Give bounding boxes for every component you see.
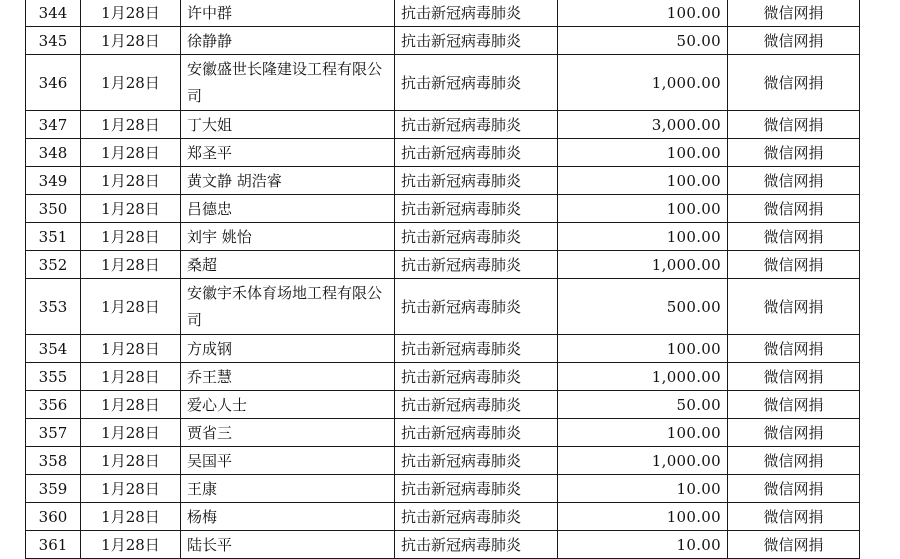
cell-donor-name: 安徽盛世长隆建设工程有限公司 [181,55,395,111]
cell-amount: 10.00 [558,531,728,559]
cell-date: 1月28日 [81,55,181,111]
cell-purpose: 抗击新冠病毒肺炎 [395,279,558,335]
cell-method: 微信网捐 [728,111,860,139]
cell-serial-number: 353 [26,279,81,335]
cell-date: 1月28日 [81,139,181,167]
cell-amount: 10.00 [558,475,728,503]
cell-amount: 100.00 [558,419,728,447]
cell-date: 1月28日 [81,419,181,447]
cell-serial-number: 345 [26,27,81,55]
cell-amount: 1,000.00 [558,251,728,279]
cell-date: 1月28日 [81,251,181,279]
cell-serial-number: 361 [26,531,81,559]
cell-method: 微信网捐 [728,139,860,167]
cell-purpose: 抗击新冠病毒肺炎 [395,111,558,139]
cell-donor-name: 吴国平 [181,447,395,475]
cell-purpose: 抗击新冠病毒肺炎 [395,55,558,111]
table-row [26,531,860,559]
cell-donor-name: 王康 [181,475,395,503]
cell-amount: 100.00 [558,0,728,27]
cell-date: 1月28日 [81,279,181,335]
cell-serial-number: 348 [26,139,81,167]
cell-date: 1月28日 [81,223,181,251]
table-row [26,335,860,363]
cell-donor-name: 许中群 [181,0,395,27]
cell-amount: 100.00 [558,335,728,363]
cell-serial-number: 346 [26,55,81,111]
cell-purpose: 抗击新冠病毒肺炎 [395,223,558,251]
cell-purpose: 抗击新冠病毒肺炎 [395,139,558,167]
cell-purpose: 抗击新冠病毒肺炎 [395,503,558,531]
cell-method: 微信网捐 [728,531,860,559]
cell-serial-number: 349 [26,167,81,195]
cell-amount: 50.00 [558,391,728,419]
cell-serial-number: 350 [26,195,81,223]
cell-donor-name: 郑圣平 [181,139,395,167]
cell-donor-name: 方成钢 [181,335,395,363]
table-row [26,167,860,195]
table-row [26,475,860,503]
cell-date: 1月28日 [81,475,181,503]
cell-serial-number: 351 [26,223,81,251]
cell-purpose: 抗击新冠病毒肺炎 [395,391,558,419]
cell-serial-number: 347 [26,111,81,139]
cell-amount: 1,000.00 [558,55,728,111]
cell-date: 1月28日 [81,0,181,27]
cell-purpose: 抗击新冠病毒肺炎 [395,531,558,559]
cell-amount: 1,000.00 [558,363,728,391]
cell-serial-number: 356 [26,391,81,419]
cell-serial-number: 352 [26,251,81,279]
cell-donor-name: 陆长平 [181,531,395,559]
cell-purpose: 抗击新冠病毒肺炎 [395,447,558,475]
cell-serial-number: 360 [26,503,81,531]
table-row [26,363,860,391]
cell-method: 微信网捐 [728,475,860,503]
donation-table [25,0,860,559]
table-row [26,55,860,111]
cell-serial-number: 344 [26,0,81,27]
table-row [26,139,860,167]
cell-amount: 1,000.00 [558,447,728,475]
cell-amount: 100.00 [558,167,728,195]
table-row [26,419,860,447]
cell-method: 微信网捐 [728,27,860,55]
cell-donor-name: 乔王慧 [181,363,395,391]
cell-donor-name: 黄文静 胡浩睿 [181,167,395,195]
table-row [26,195,860,223]
cell-donor-name: 吕德忠 [181,195,395,223]
cell-amount: 100.00 [558,139,728,167]
cell-purpose: 抗击新冠病毒肺炎 [395,0,558,27]
cell-serial-number: 355 [26,363,81,391]
cell-date: 1月28日 [81,335,181,363]
cell-purpose: 抗击新冠病毒肺炎 [395,27,558,55]
cell-method: 微信网捐 [728,335,860,363]
cell-serial-number: 359 [26,475,81,503]
donation-table-body [26,0,860,559]
cell-method: 微信网捐 [728,167,860,195]
cell-amount: 50.00 [558,27,728,55]
cell-purpose: 抗击新冠病毒肺炎 [395,363,558,391]
cell-method: 微信网捐 [728,363,860,391]
cell-donor-name: 徐静静 [181,27,395,55]
cell-donor-name: 丁大姐 [181,111,395,139]
table-row [26,27,860,55]
table-row [26,251,860,279]
table-row [26,279,860,335]
cell-donor-name: 贾省三 [181,419,395,447]
cell-method: 微信网捐 [728,279,860,335]
cell-purpose: 抗击新冠病毒肺炎 [395,195,558,223]
cell-method: 微信网捐 [728,391,860,419]
cell-method: 微信网捐 [728,419,860,447]
table-row [26,447,860,475]
table-row [26,223,860,251]
cell-purpose: 抗击新冠病毒肺炎 [395,167,558,195]
cell-purpose: 抗击新冠病毒肺炎 [395,335,558,363]
cell-date: 1月28日 [81,167,181,195]
table-row [26,111,860,139]
cell-purpose: 抗击新冠病毒肺炎 [395,419,558,447]
cell-date: 1月28日 [81,503,181,531]
cell-method: 微信网捐 [728,55,860,111]
cell-method: 微信网捐 [728,223,860,251]
cell-purpose: 抗击新冠病毒肺炎 [395,475,558,503]
cell-donor-name: 刘宇 姚怡 [181,223,395,251]
table-row [26,0,860,27]
cell-purpose: 抗击新冠病毒肺炎 [395,251,558,279]
cell-date: 1月28日 [81,363,181,391]
cell-serial-number: 358 [26,447,81,475]
cell-amount: 500.00 [558,279,728,335]
table-row [26,503,860,531]
cell-amount: 100.00 [558,503,728,531]
cell-donor-name: 杨梅 [181,503,395,531]
cell-method: 微信网捐 [728,447,860,475]
cell-amount: 100.00 [558,223,728,251]
cell-method: 微信网捐 [728,0,860,27]
cell-amount: 3,000.00 [558,111,728,139]
cell-donor-name: 桑超 [181,251,395,279]
cell-method: 微信网捐 [728,195,860,223]
cell-date: 1月28日 [81,27,181,55]
cell-date: 1月28日 [81,531,181,559]
cell-serial-number: 354 [26,335,81,363]
cell-date: 1月28日 [81,195,181,223]
cell-date: 1月28日 [81,391,181,419]
cell-donor-name: 安徽宇禾体育场地工程有限公司 [181,279,395,335]
table-row [26,391,860,419]
cell-date: 1月28日 [81,111,181,139]
cell-serial-number: 357 [26,419,81,447]
cell-method: 微信网捐 [728,503,860,531]
cell-donor-name: 爱心人士 [181,391,395,419]
cell-date: 1月28日 [81,447,181,475]
cell-amount: 100.00 [558,195,728,223]
cell-method: 微信网捐 [728,251,860,279]
